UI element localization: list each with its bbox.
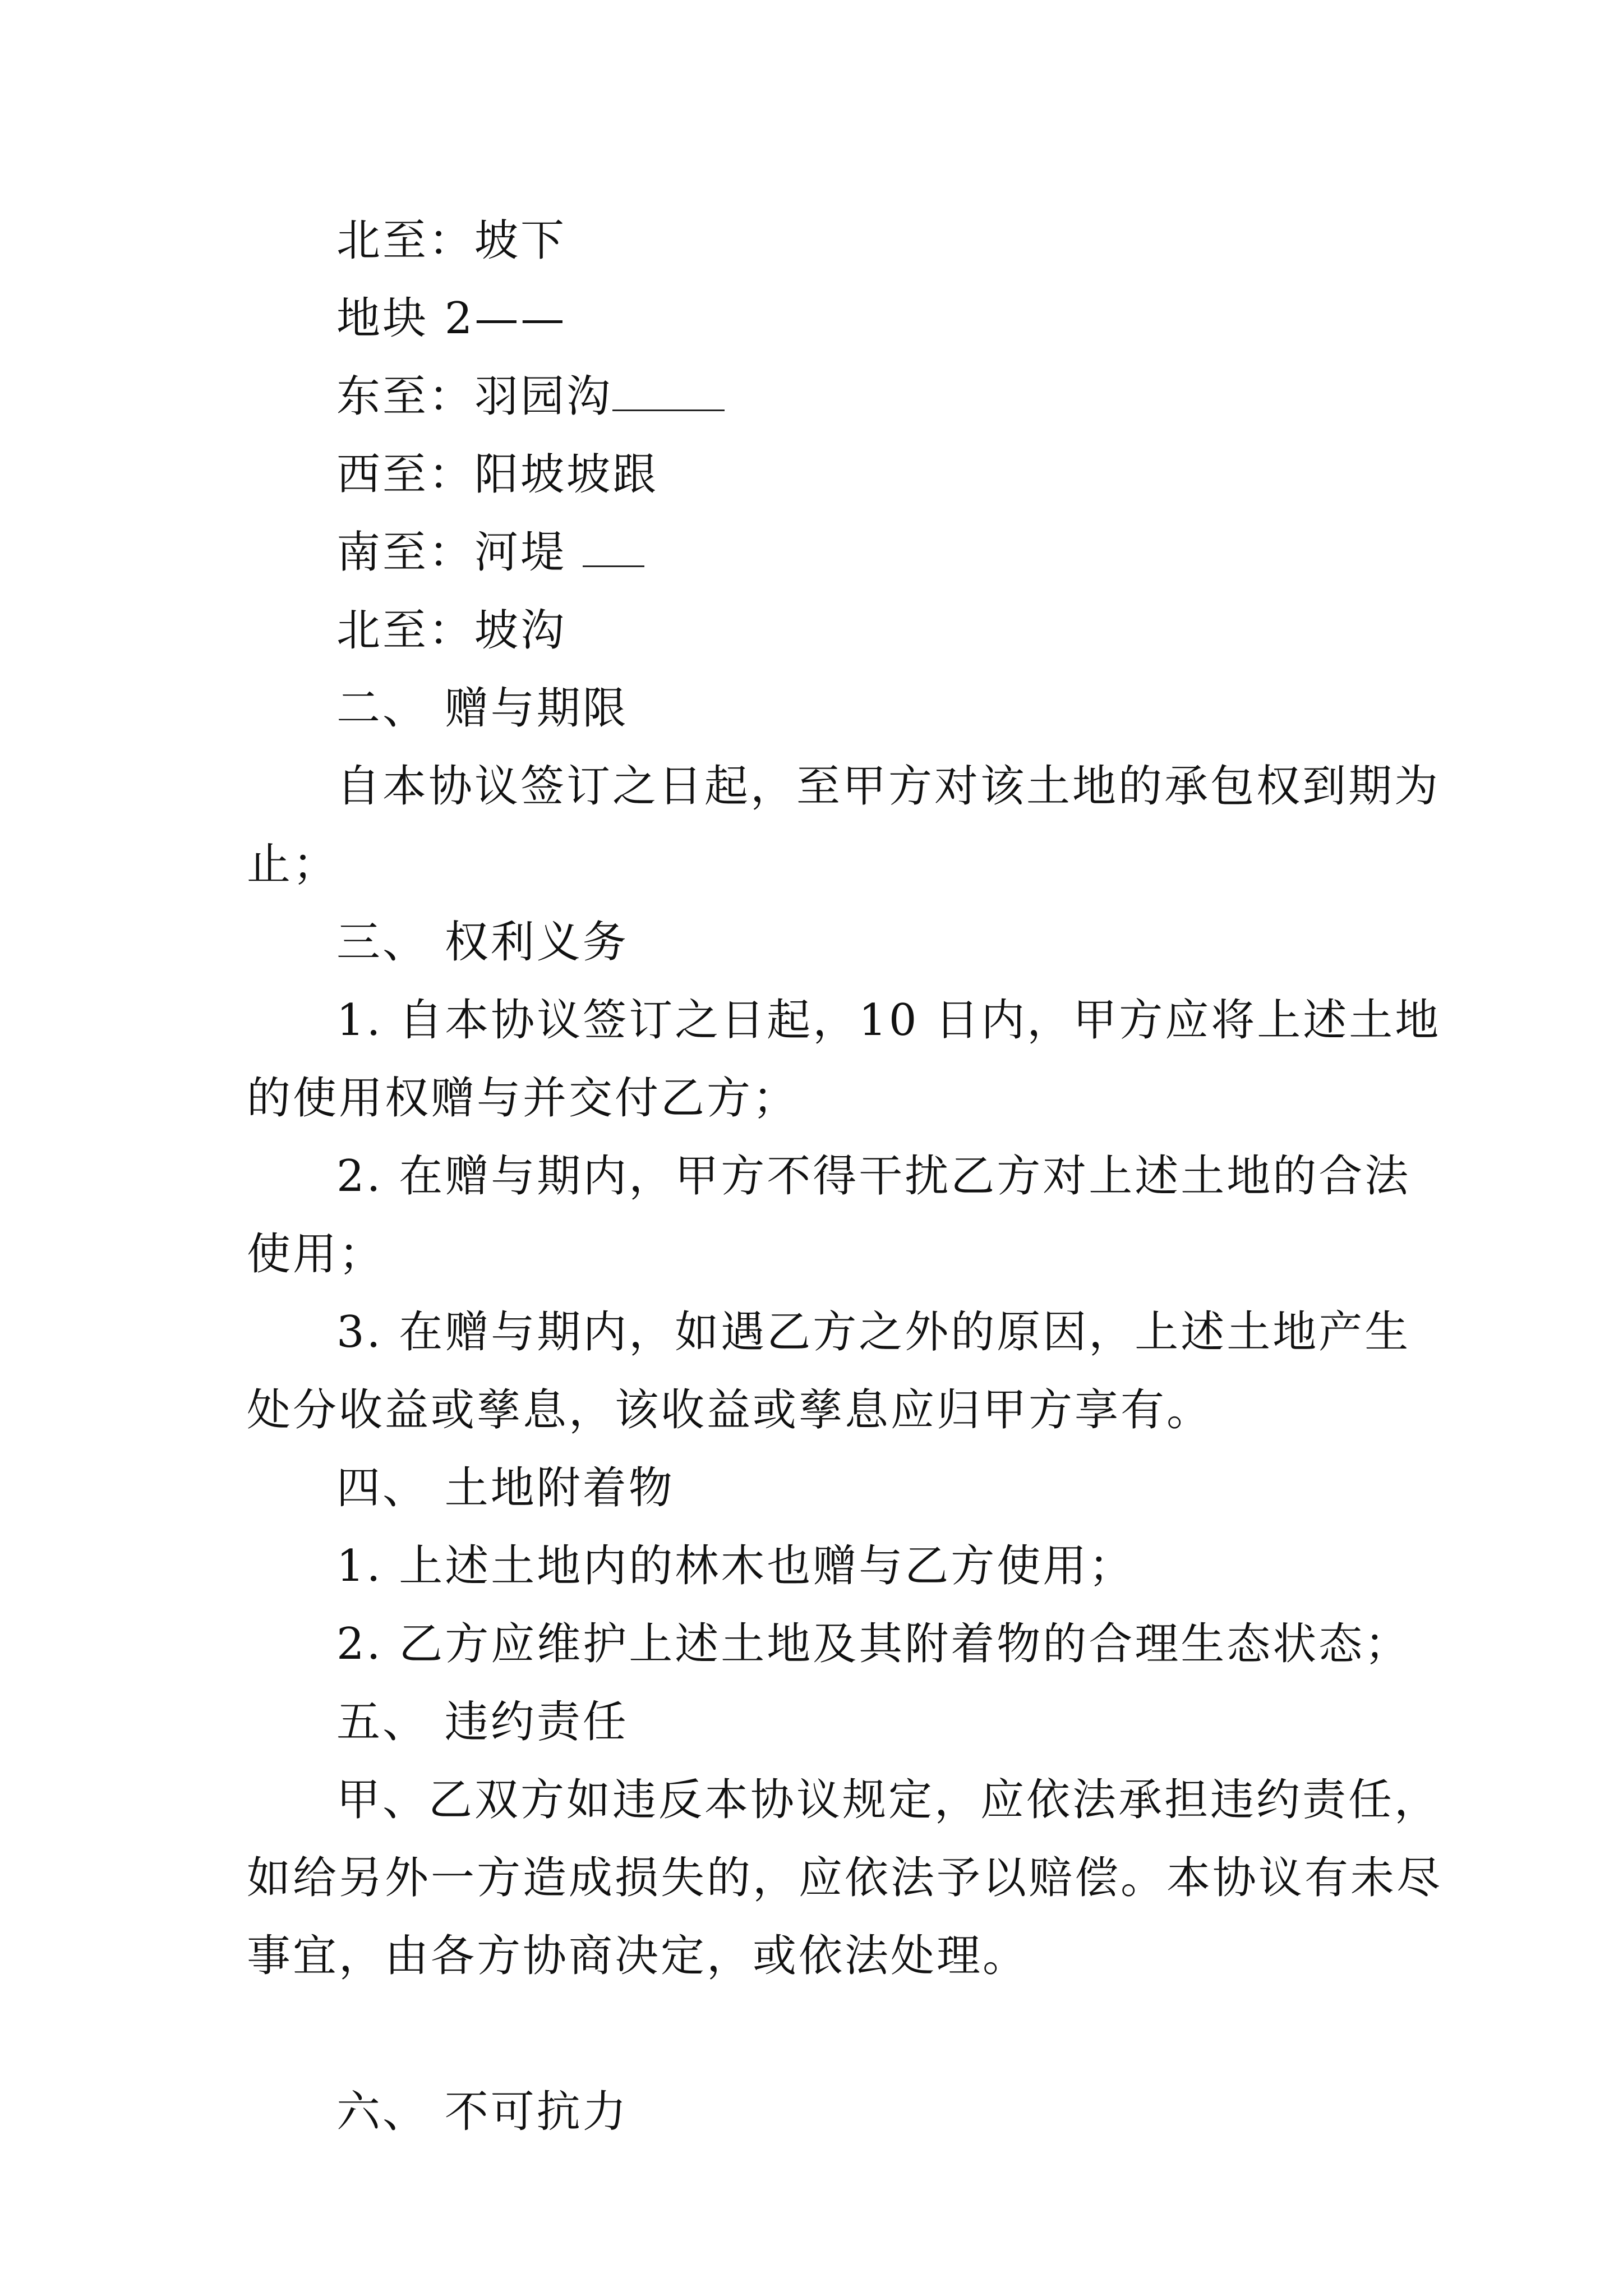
paragraph-line [247,1839,1443,1917]
paragraph-line [247,982,1441,1060]
section-heading-attachments [247,1450,1391,1527]
boundary-east-2 [247,358,1391,436]
line-text: 三、 权利义务 [336,917,629,968]
paragraph-line [247,1294,1411,1372]
paragraph-line [247,1605,1411,1683]
document-body [247,202,1443,2151]
line-text: 北至：坡下 [336,215,567,266]
line-text: 处分收益或孳息，该收益或孳息应归甲方享有。 [247,1385,1213,1435]
line-text: 止； [247,839,339,890]
fill-in-blank [612,370,725,411]
fill-in-blank [583,526,644,567]
line-text: 3. 在赠与期内，如遇乙方之外的原因，上述土地产生 [336,1307,1411,1358]
paragraph-line [247,1138,1411,1216]
line-text: 自本协议签订之日起，至甲方对该土地的承包权到期为 [336,761,1441,812]
section-heading-term [247,670,1391,748]
paragraph-line [247,1527,1391,1605]
paragraph-line [247,1917,1391,1995]
line-text: 2. 在赠与期内，甲方不得干扰乙方对上述土地的合法 [336,1151,1411,1202]
boundary-north-1 [247,202,1391,280]
boundary-west-2 [247,436,1391,514]
line-text: 南至：河堤 [336,527,583,578]
line-text: 五、 违约责任 [336,1697,629,1747]
line-text: 1. 自本协议签订之日起，10 日内，甲方应将上述土地 [336,995,1441,1046]
paragraph-line [247,1372,1391,1450]
line-text: 西至：阳坡坡跟 [336,449,659,500]
line-text: 甲、乙双方如违反本协议规定，应依法承担违约责任， [336,1775,1441,1825]
paragraph-line [247,1761,1441,1839]
line-text: 1. 上述土地内的林木也赠与乙方使用； [336,1541,1135,1591]
line-text: 北至：坡沟 [336,605,567,656]
boundary-south-2 [247,514,1391,592]
line-text: 六、 不可抗力 [336,2087,629,2137]
line-text: 二、 赠与期限 [336,683,629,734]
section-heading-liability [247,1683,1391,1761]
paragraph-line [247,826,1391,904]
line-text: 东至：羽园沟 [336,371,613,422]
section-heading-force-majeure [247,2073,1391,2151]
line-text: 地块 2—— [336,293,567,344]
line-text: 事宜，由各方协商决定，或依法处理。 [247,1931,1029,1981]
paragraph-line [247,1060,1391,1138]
line-text: 如给另外一方造成损失的，应依法予以赔偿。本协议有未尽 [247,1853,1443,1903]
paragraph-line [247,748,1441,826]
boundary-north-2 [247,592,1391,670]
plot-2-heading [247,280,1391,358]
line-text: 2. 乙方应维护上述土地及其附着物的合理生态状态； [336,1619,1411,1669]
paragraph-spacer [247,1995,1391,2073]
paragraph-line [247,1216,1391,1294]
line-text: 的使用权赠与并交付乙方； [247,1073,799,1124]
line-text: 四、 土地附着物 [336,1463,675,1513]
line-text: 使用； [247,1229,385,1280]
section-heading-rights [247,904,1391,982]
